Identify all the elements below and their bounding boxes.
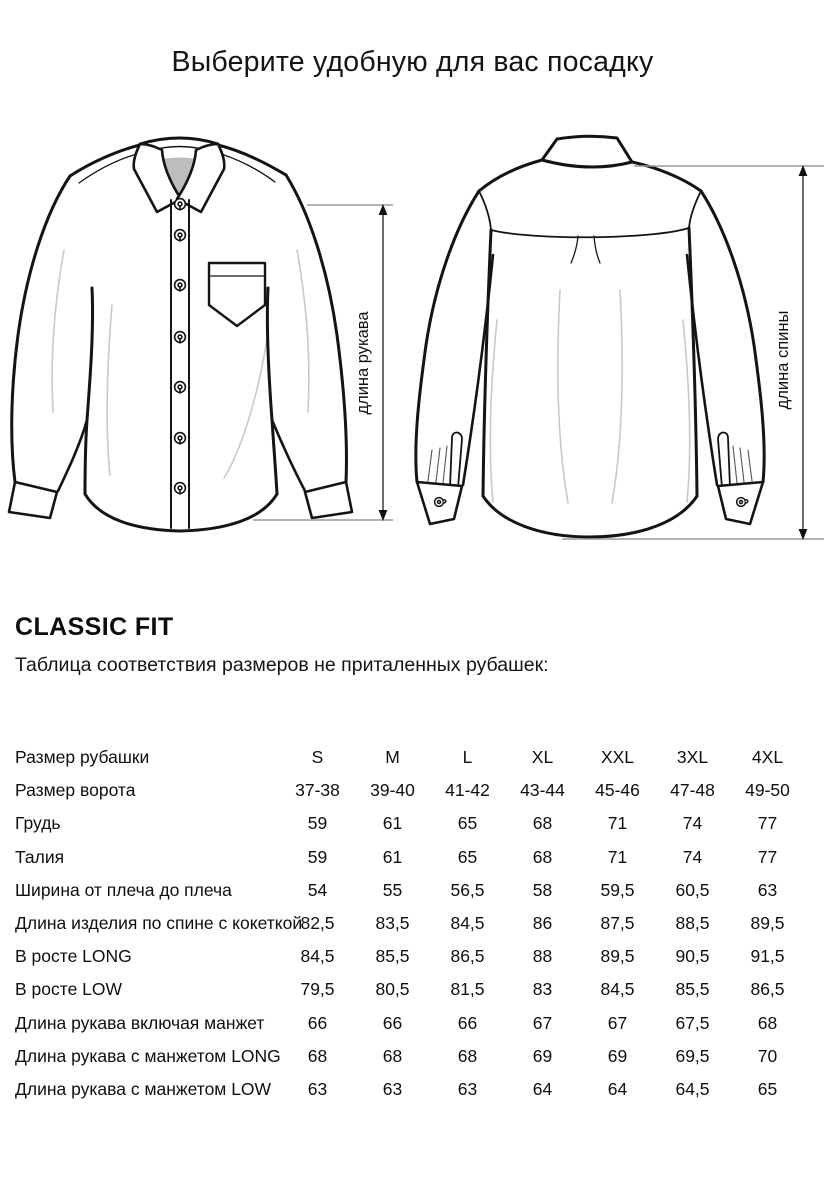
size-value: 70 bbox=[757, 1045, 778, 1066]
fit-heading: CLASSIC FIT bbox=[15, 613, 174, 641]
shirt-front-drawing bbox=[9, 138, 352, 531]
size-guide-illustration bbox=[0, 120, 825, 600]
size-value: 3XL bbox=[676, 747, 709, 768]
size-value: 84,5 bbox=[600, 979, 635, 1000]
size-value: 68 bbox=[382, 1045, 403, 1066]
size-value: 83,5 bbox=[375, 913, 410, 934]
size-value: 66 bbox=[457, 1012, 478, 1033]
size-value: 89,5 bbox=[750, 913, 785, 934]
size-value: 90,5 bbox=[675, 946, 710, 967]
size-value: 63 bbox=[382, 1078, 403, 1099]
size-value: 80,5 bbox=[375, 979, 410, 1000]
size-value: 65 bbox=[757, 1078, 778, 1099]
row-label: Длина рукава с манжетом LOW bbox=[15, 1078, 272, 1099]
size-value: 63 bbox=[307, 1078, 328, 1099]
table-row bbox=[15, 807, 805, 840]
size-value: 39-40 bbox=[370, 780, 415, 801]
shirt-back-drawing bbox=[416, 136, 764, 537]
back-length-label: длина спины bbox=[774, 310, 792, 410]
size-value: M bbox=[385, 747, 400, 768]
front-buttons bbox=[175, 199, 186, 494]
size-value: 64 bbox=[607, 1078, 628, 1099]
size-value: 89,5 bbox=[600, 946, 635, 967]
size-value: 68 bbox=[757, 1012, 778, 1033]
size-value: 82,5 bbox=[300, 913, 335, 934]
size-value: 68 bbox=[532, 846, 553, 867]
row-label: Талия bbox=[15, 846, 65, 867]
size-value: 68 bbox=[307, 1045, 328, 1066]
row-label: Размер ворота bbox=[15, 780, 136, 801]
size-value: 84,5 bbox=[450, 913, 485, 934]
size-value: 83 bbox=[532, 979, 553, 1000]
size-value: 88 bbox=[532, 946, 553, 967]
table-row bbox=[15, 907, 805, 940]
table-row bbox=[15, 940, 805, 973]
size-value: 77 bbox=[757, 846, 778, 867]
size-value: 91,5 bbox=[750, 946, 785, 967]
table-row bbox=[15, 1040, 805, 1073]
size-value: 56,5 bbox=[450, 879, 485, 900]
size-value: L bbox=[462, 747, 473, 768]
size-value: 43-44 bbox=[520, 780, 565, 801]
size-value: 85,5 bbox=[675, 979, 710, 1000]
table-row bbox=[15, 841, 805, 874]
size-value: 69 bbox=[607, 1045, 628, 1066]
size-value: 63 bbox=[757, 879, 778, 900]
size-value: 49-50 bbox=[745, 780, 790, 801]
size-value: 86,5 bbox=[750, 979, 785, 1000]
size-value: 67 bbox=[607, 1012, 628, 1033]
size-value: 59 bbox=[307, 813, 328, 834]
size-value: 84,5 bbox=[300, 946, 335, 967]
size-value: 67,5 bbox=[675, 1012, 710, 1033]
size-value: 68 bbox=[532, 813, 553, 834]
size-value: 86 bbox=[532, 913, 553, 934]
size-value: 37-38 bbox=[295, 780, 340, 801]
size-value: 77 bbox=[757, 813, 778, 834]
table-row bbox=[15, 741, 805, 774]
size-value: 74 bbox=[682, 813, 703, 834]
size-value: XXL bbox=[600, 747, 635, 768]
table-row bbox=[15, 973, 805, 1006]
size-value: 74 bbox=[682, 846, 703, 867]
fit-subtitle: Таблица соответствия размеров не приталенных рубашек: bbox=[15, 654, 549, 676]
table-row bbox=[15, 774, 805, 807]
size-value: 68 bbox=[457, 1045, 478, 1066]
size-value: 45-46 bbox=[595, 780, 640, 801]
size-value: 69,5 bbox=[675, 1045, 710, 1066]
table-row bbox=[15, 874, 805, 907]
size-value: 88,5 bbox=[675, 913, 710, 934]
table-row bbox=[15, 1007, 805, 1040]
row-label: Длина рукава включая манжет bbox=[15, 1012, 265, 1033]
size-value: 4XL bbox=[751, 747, 784, 768]
size-value: 64 bbox=[532, 1078, 553, 1099]
row-label: Размер рубашки bbox=[15, 747, 150, 768]
size-value: 63 bbox=[457, 1078, 478, 1099]
size-value: 60,5 bbox=[675, 879, 710, 900]
size-value: 65 bbox=[457, 846, 478, 867]
size-value: 79,5 bbox=[300, 979, 335, 1000]
size-value: 61 bbox=[382, 846, 403, 867]
size-value: S bbox=[311, 747, 324, 768]
size-value: 66 bbox=[307, 1012, 328, 1033]
size-table-body bbox=[15, 741, 805, 1106]
size-value: 66 bbox=[382, 1012, 403, 1033]
size-value: 55 bbox=[382, 879, 403, 900]
size-value: 58 bbox=[532, 879, 553, 900]
row-label: Грудь bbox=[15, 813, 61, 834]
size-value: 81,5 bbox=[450, 979, 485, 1000]
size-value: 71 bbox=[607, 846, 628, 867]
size-value: 86,5 bbox=[450, 946, 485, 967]
size-value: 41-42 bbox=[445, 780, 490, 801]
page-title: Выберите удобную для вас посадку bbox=[171, 46, 654, 78]
size-value: 71 bbox=[607, 813, 628, 834]
size-value: 54 bbox=[307, 879, 328, 900]
size-value: 69 bbox=[532, 1045, 553, 1066]
row-label: Длина рукава с манжетом LONG bbox=[15, 1045, 281, 1066]
size-value: 61 bbox=[382, 813, 403, 834]
size-value: 47-48 bbox=[670, 780, 715, 801]
size-value: 85,5 bbox=[375, 946, 410, 967]
row-label: Длина изделия по спине с кокеткой bbox=[15, 913, 303, 934]
size-value: 59 bbox=[307, 846, 328, 867]
row-label: Ширина от плеча до плеча bbox=[15, 879, 232, 900]
sleeve-length-dimension bbox=[253, 204, 393, 521]
size-table bbox=[15, 741, 805, 1106]
size-value: 59,5 bbox=[600, 879, 635, 900]
size-value: 65 bbox=[457, 813, 478, 834]
size-value: 67 bbox=[532, 1012, 553, 1033]
row-label: В росте LOW bbox=[15, 979, 123, 1000]
size-value: 64,5 bbox=[675, 1078, 710, 1099]
table-row bbox=[15, 1073, 805, 1106]
row-label: В росте LONG bbox=[15, 946, 132, 967]
size-value: XL bbox=[531, 747, 554, 768]
sleeve-length-label: длина рукава bbox=[354, 311, 372, 415]
size-value: 87,5 bbox=[600, 913, 635, 934]
